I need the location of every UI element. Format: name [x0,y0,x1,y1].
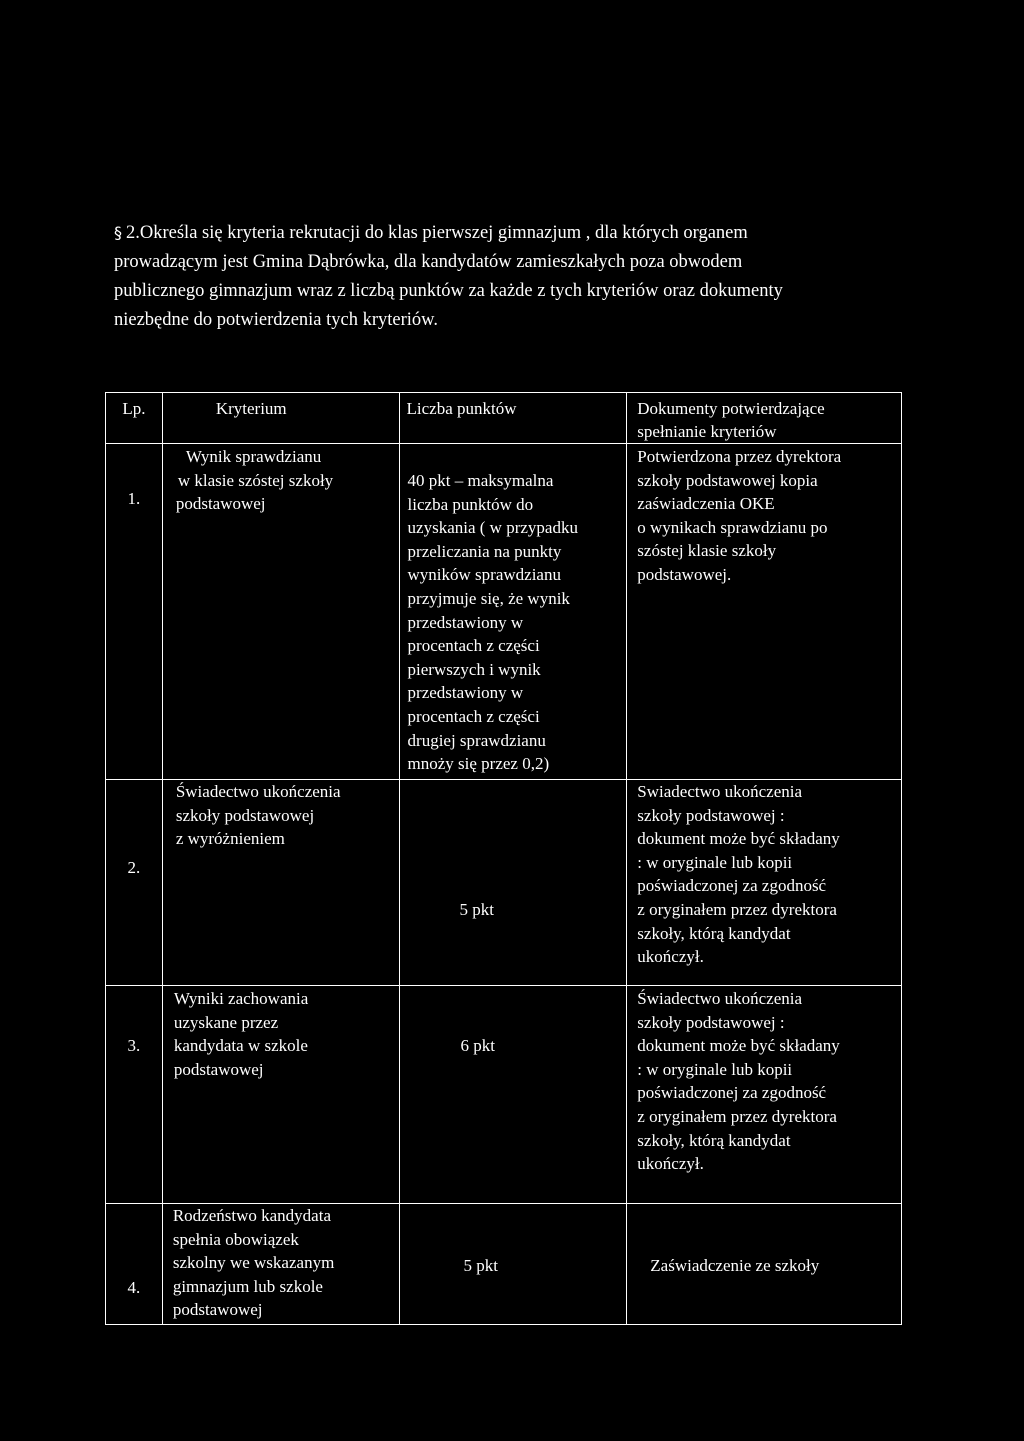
row-1-punkty-line: wyników sprawdzianu [407,565,561,585]
row-1-dokumenty [627,444,901,587]
row-1-dokumenty-line: szkoły podstawowej kopia [637,470,818,490]
intro-paragraph [114,218,914,335]
row-1-punkty-line: mnoży się przez 0,2) [407,754,550,774]
row-4-kryterium-cell [162,1204,399,1325]
row-1-punkty-line: procentach z części [407,636,540,656]
row-3-dokumenty-line: ukończył. [637,1154,704,1174]
row-2-punkty-cell [399,780,627,986]
row-3-dokumenty-line: szkoły, którą kandydat [637,1130,791,1150]
row-2-dokumenty-line: z oryginałem przez dyrektora [637,899,837,919]
row-4-punkty-cell [399,1204,627,1325]
row-1-dokumenty-line: o wynikach sprawdzianu po [637,517,828,537]
row-1-punkty-line: przeliczania na punkty [407,541,562,561]
row-3-lp: 3. [127,1036,141,1055]
row-2-dokumenty-line: : w oryginale lub kopii [637,852,793,872]
row-3-dokumenty-line: dokument może być składany [637,1036,840,1056]
header-punkty [399,393,627,444]
row-3-kryterium-line: uzyskane przez [173,1012,279,1032]
intro-line-2: prowadzącym jest Gmina Dąbrówka, dla kandydatów zamieszkałych poza obwodem [114,252,743,272]
table-row [106,1204,902,1325]
row-2-kryterium-cell [162,780,399,986]
row-2-dokumenty [627,780,901,969]
row-1-punkty-line: uzyskania ( w przypadku [407,518,578,538]
row-3-kryterium [163,986,399,1081]
header-kryterium [162,393,399,444]
section-sign: § [114,223,122,242]
criteria-table [105,392,902,1325]
row-2-kryterium-line: szkoły podstawowej [175,805,315,825]
row-4-kryterium [163,1204,399,1322]
row-1-kryterium-line: w klasie szóstej szkoły [177,470,334,490]
row-1-punkty [400,444,627,776]
row-3-punkty: 6 pkt [460,1036,496,1055]
row-3-lp-cell [106,986,163,1204]
table-row [106,780,902,986]
row-4-lp-cell [106,1204,163,1325]
intro-line-4: niezbędne do potwierdzenia tych kryteriów. [114,310,438,330]
row-1-punkty-line: 40 pkt – maksymalna [407,471,554,490]
row-1-punkty-line: przyjmuje się, że wynik [407,588,570,608]
row-4-kryterium-line: szkolny we wskazanym [172,1253,335,1273]
row-3-dokumenty-line: : w oryginale lub kopii [637,1059,793,1079]
row-2-kryterium-line: z wyróżnieniem [175,829,285,849]
row-3-kryterium-line: Wyniki zachowania [173,989,309,1008]
row-4-dokumenty-cell [627,1204,902,1325]
row-1-dokumenty-line: zaświadczenia OKE [637,494,775,514]
row-2-dokumenty-line: dokument może być składany [637,829,840,849]
header-dokumenty [627,393,902,444]
row-1-punkty-line: drugiej sprawdzianu [407,730,546,750]
row-4-kryterium-line: podstawowej [172,1300,263,1320]
row-1-kryterium [163,444,399,516]
intro-line-3: publicznego gimnazjum wraz z liczbą punktów za każde z tych kryteriów oraz dokumenty [114,281,783,301]
row-2-punkty: 5 pkt [459,900,495,919]
row-2-dokumenty-line: ukończył. [637,947,704,967]
row-1-kryterium-cell [162,444,399,780]
table-row [106,444,902,780]
row-2-kryterium-line: Świadectwo ukończenia [175,782,341,801]
header-lp [106,393,163,444]
row-4-dokumenty: Zaświadczenie ze szkoły [650,1256,820,1275]
row-1-punkty-line: przedstawiony w [407,683,524,703]
header-lp-label: Lp. [122,399,146,418]
intro-line-1-text: 2.Określa się kryteria rekrutacji do klas pierwszej gimnazjum , dla których organem [126,223,748,243]
row-1-dokumenty-line: podstawowej. [637,564,732,584]
row-3-dokumenty [627,986,901,1176]
row-2-lp-cell [106,780,163,986]
row-1-lp: 1. [127,489,141,508]
row-1-punkty-line: pierwszych i wynik [407,659,541,679]
row-2-kryterium [163,780,399,851]
row-2-lp: 2. [127,858,141,877]
row-4-lp: 4. [127,1278,141,1297]
row-3-dokumenty-line: szkoły podstawowej : [637,1012,785,1032]
row-3-dokumenty-cell [627,986,902,1204]
row-3-punkty-cell [399,986,627,1204]
header-dokumenty-line-2: spełnianie kryteriów [637,422,777,441]
row-3-dokumenty-line: z oryginałem przez dyrektora [637,1106,837,1126]
row-1-kryterium-line: Wynik sprawdzianu [185,447,322,466]
row-2-dokumenty-line: Swiadectwo ukończenia [637,782,803,801]
row-1-punkty-line: procentach z części [407,706,540,726]
row-4-kryterium-line: gimnazjum lub szkole [172,1276,323,1296]
row-3-dokumenty-line: Świadectwo ukończenia [637,989,803,1008]
header-kryterium-label: Kryterium [215,399,287,418]
row-3-dokumenty-line: poświadczonej za zgodność [637,1083,827,1103]
row-4-punkty: 5 pkt [463,1256,499,1275]
row-1-punkty-cell [399,444,627,780]
row-2-dokumenty-line: poświadczonej za zgodność [637,876,827,896]
row-3-kryterium-cell [162,986,399,1204]
row-1-dokumenty-cell [627,444,902,780]
row-4-kryterium-line: spełnia obowiązek [172,1229,299,1249]
row-2-dokumenty-line: szkoły, którą kandydat [637,923,791,943]
row-2-dokumenty-cell [627,780,902,986]
table-row [106,986,902,1204]
row-1-lp-cell [106,444,163,780]
row-1-punkty-line: przedstawiony w [407,612,524,632]
header-dokumenty-line-1: Dokumenty potwierdzające [637,399,825,418]
row-3-kryterium-line: kandydata w szkole [173,1036,308,1056]
row-1-kryterium-line: podstawowej [175,494,266,514]
row-2-dokumenty-line: szkoły podstawowej : [637,805,785,825]
header-punkty-label: Liczba punktów [406,399,517,418]
row-4-kryterium-line: Rodzeństwo kandydata [172,1206,331,1225]
table-header-row [106,393,902,444]
row-3-kryterium-line: podstawowej [173,1059,264,1079]
row-1-dokumenty-line: Potwierdzona przez dyrektora [637,447,842,466]
row-1-dokumenty-line: szóstej klasie szkoły [637,541,777,561]
row-1-punkty-line: liczba punktów do [407,494,534,514]
intro-line-1 [114,218,914,248]
